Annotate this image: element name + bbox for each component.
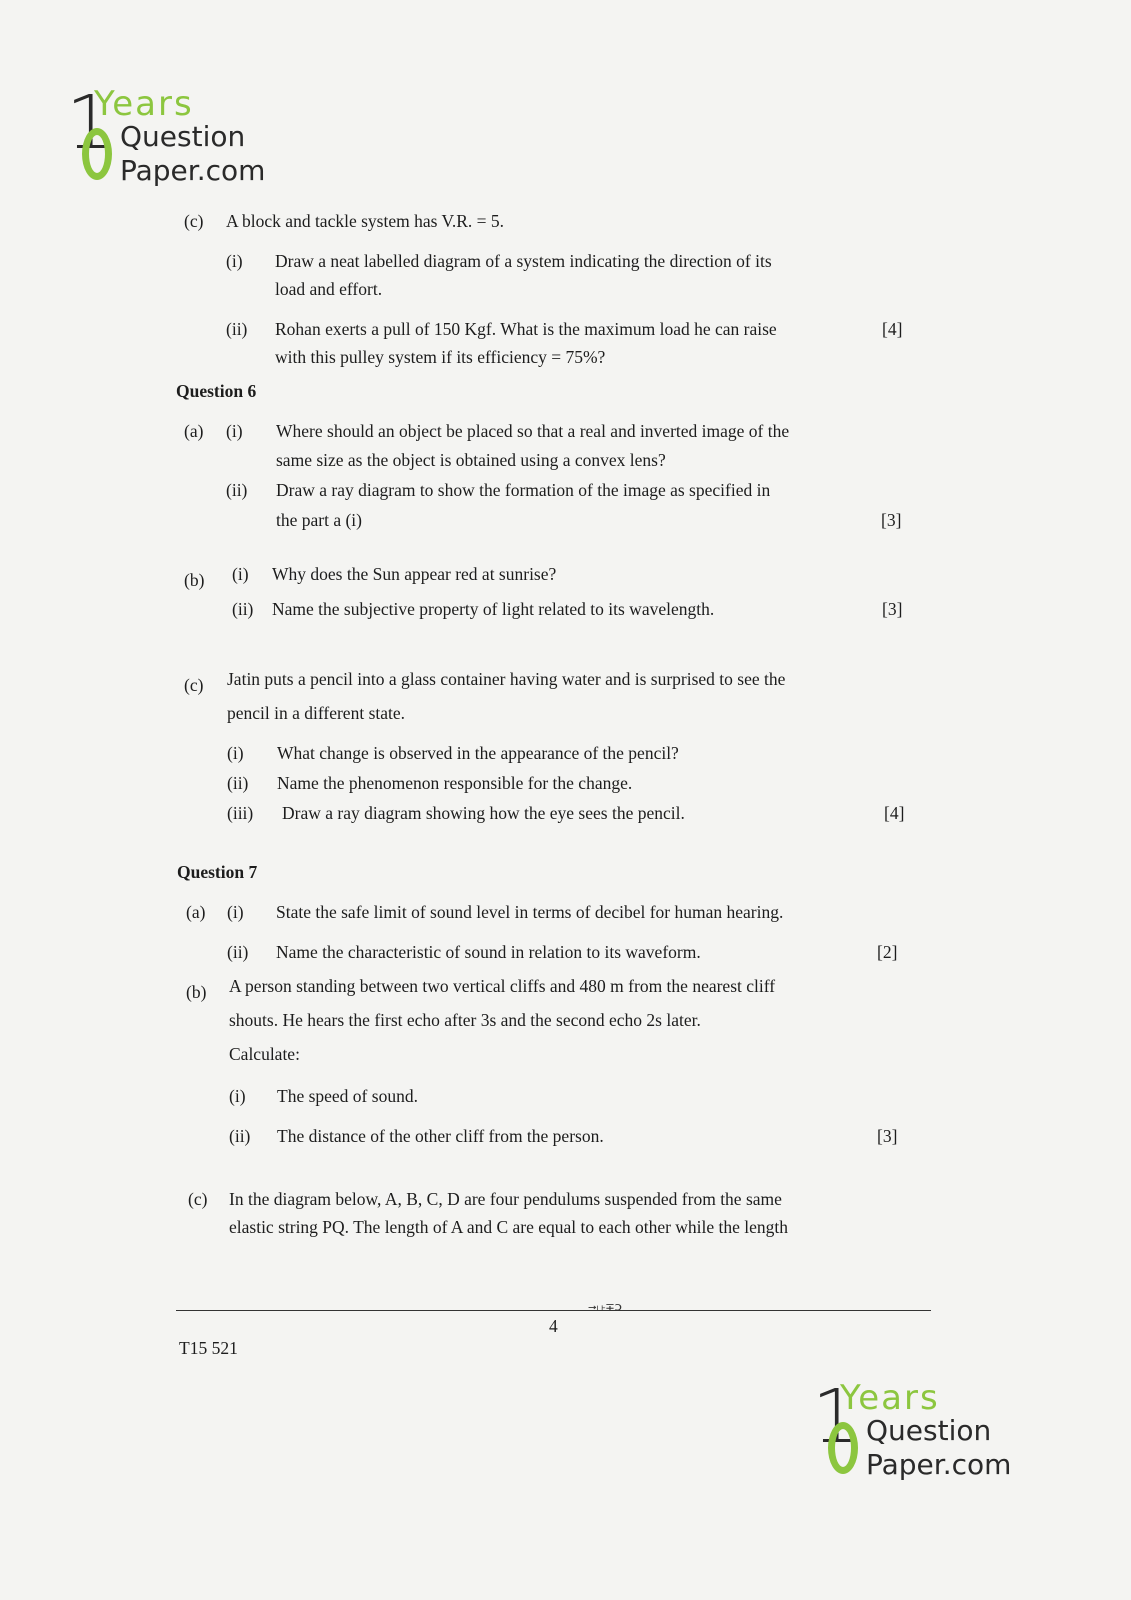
q7b-ii-text: The distance of the other cliff from the person. [277, 1126, 604, 1146]
q6a-i-line2: same size as the object is obtained using a convex lens? [276, 450, 666, 470]
q7b-i-text: The speed of sound. [277, 1086, 418, 1106]
page-number: 4 [549, 1316, 558, 1336]
q7-heading: Question 7 [177, 862, 258, 882]
logo-paper-text: Paper.com [866, 1448, 1012, 1481]
q7b-marks: [3] [877, 1126, 898, 1146]
logo-question-text: Question [866, 1414, 992, 1447]
q6b-i-text: Why does the Sun appear red at sunrise? [272, 564, 557, 584]
q6a-label: (a) [184, 421, 204, 441]
q6a-i-line1: Where should an object be placed so that a real and inverted image of the [276, 421, 790, 441]
q7a-ii-label: (ii) [227, 942, 249, 962]
q5c-marks: [4] [882, 319, 903, 339]
q5c-i-line1: Draw a neat labelled diagram of a system indicating the direction of its [275, 251, 772, 271]
q7a-i-label: (i) [227, 902, 244, 922]
q6a-ii-line1: Draw a ray diagram to show the formation of the image as specified in [276, 480, 771, 500]
q6a-ii-label: (ii) [226, 480, 248, 500]
q5c-i-line2: load and effort. [275, 279, 383, 299]
footer-scribble: →˪˫∓ɔ [588, 1300, 623, 1314]
q6-heading: Question 6 [176, 381, 257, 401]
q6c-line1: Jatin puts a pencil into a glass container having water and is surprised to see the [227, 669, 786, 689]
q5c-ii-label: (ii) [226, 319, 248, 339]
q6c-i-text: What change is observed in the appearance of the pencil? [277, 743, 679, 763]
logo-digit-one: 1 [66, 80, 114, 166]
logo-question-text: Question [120, 120, 246, 153]
q5c-text: A block and tackle system has V.R. = 5. [226, 211, 505, 231]
q5c-ii-line2: with this pulley system if its efficiency = 75%? [275, 347, 606, 367]
q6c-line2: pencil in a different state. [227, 703, 406, 723]
q6a-ii-line2: the part a (i) [276, 510, 362, 530]
q5c-i-label: (i) [226, 251, 243, 271]
q7b-line1: A person standing between two vertical cliffs and 480 m from the nearest cliff [229, 976, 776, 996]
q7a-label: (a) [186, 902, 206, 922]
q6a-i-label: (i) [226, 421, 243, 441]
q7c-label: (c) [188, 1189, 208, 1209]
logo-paper-text: Paper.com [120, 154, 266, 187]
site-logo-top [66, 80, 276, 196]
q6b-marks: [3] [882, 599, 903, 619]
logo-zero-ring [82, 128, 112, 180]
logo-digit-one: 1 [812, 1374, 860, 1460]
q6b-ii-text: Name the subjective property of light related to its wavelength. [272, 599, 715, 619]
logo-zero-ring [828, 1422, 858, 1474]
q7a-ii-text: Name the characteristic of sound in relation to its waveform. [276, 942, 701, 962]
q5c-ii-line1: Rohan exerts a pull of 150 Kgf. What is the maximum load he can raise [275, 319, 777, 339]
footer-rule [176, 1310, 931, 1311]
q7a-i-text: State the safe limit of sound level in terms of decibel for human hearing. [276, 902, 784, 922]
q6b-label: (b) [184, 570, 205, 590]
q7b-i-label: (i) [229, 1086, 246, 1106]
q6c-label: (c) [184, 675, 204, 695]
q7a-marks: [2] [877, 942, 898, 962]
q6c-ii-label: (ii) [227, 773, 249, 793]
q6c-i-label: (i) [227, 743, 244, 763]
site-logo-bottom [812, 1374, 1022, 1490]
q6c-iii-label: (iii) [227, 803, 254, 823]
logo-years-text: Years [840, 1378, 940, 1418]
q6b-ii-label: (ii) [232, 599, 254, 619]
q6c-ii-text: Name the phenomenon responsible for the change. [277, 773, 633, 793]
q7c-line2: elastic string PQ. The length of A and C are equal to each other while the length [229, 1217, 789, 1237]
q7b-line3: Calculate: [229, 1044, 300, 1064]
q6c-iii-text: Draw a ray diagram showing how the eye sees the pencil. [282, 803, 685, 823]
q5c-label: (c) [184, 211, 204, 231]
q7b-label: (b) [186, 982, 207, 1002]
q7c-line1: In the diagram below, A, B, C, D are four pendulums suspended from the same [229, 1189, 782, 1209]
q6c-marks: [4] [884, 803, 905, 823]
q6a-marks: [3] [881, 510, 902, 530]
q6b-i-label: (i) [232, 564, 249, 584]
logo-years-text: Years [94, 84, 194, 124]
q7b-ii-label: (ii) [229, 1126, 251, 1146]
paper-code: T15 521 [179, 1338, 238, 1358]
q7b-line2: shouts. He hears the first echo after 3s and the second echo 2s later. [229, 1010, 701, 1030]
